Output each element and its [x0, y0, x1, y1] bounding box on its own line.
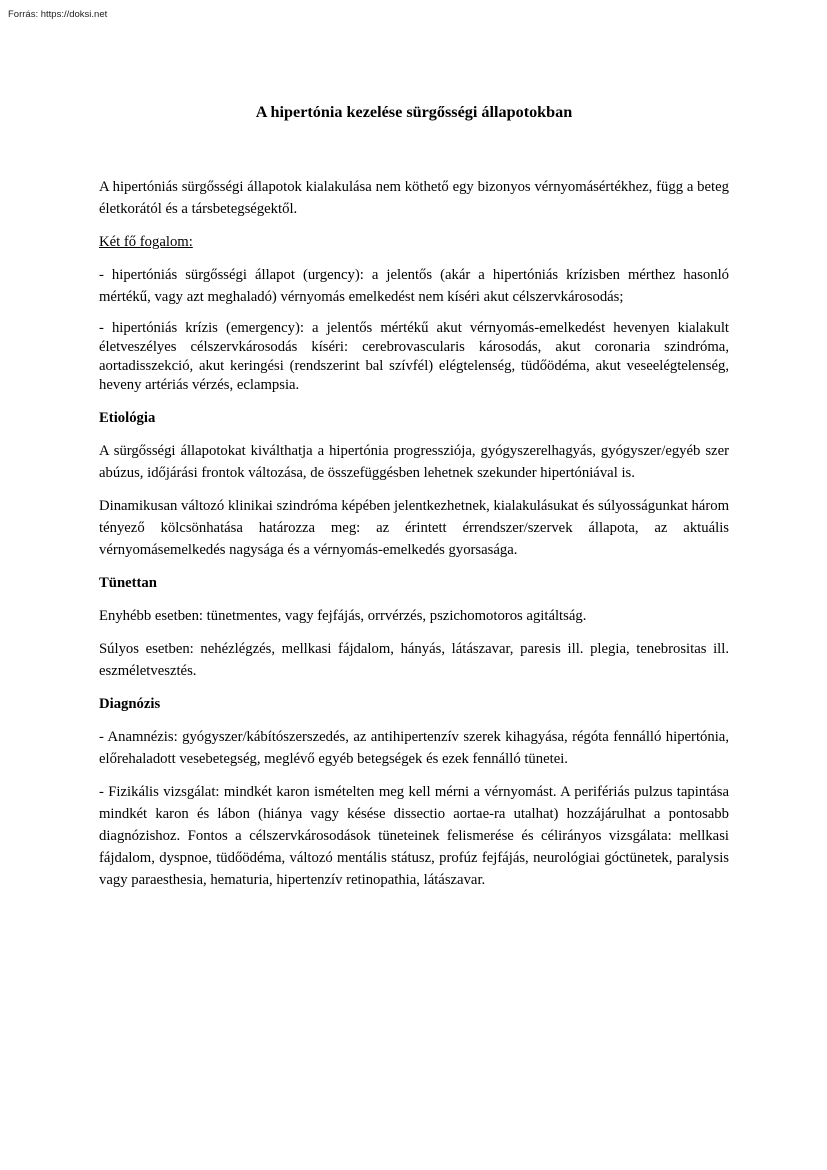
etiology-paragraph-2: Dinamikusan változó klinikai szindróma képében jelentkezhetnek, kialakulásukat és súlyosságunkat három tényező kölcsönhatása határozza meg: az érintett érrendszer/szervek állapota, az aktuális vérnyomásemelkedés nagysága és a vérnyomás-emelkedés gyorsasága.: [99, 498, 729, 558]
intro-paragraph: A hipertóniás sürgősségi állapotok kialakulása nem köthető egy bizonyos vérnyomásértékhez, függ a beteg életkorától és a társbetegségektől.: [99, 179, 729, 217]
document-body: [99, 176, 729, 891]
document-page: [99, 100, 729, 902]
etiology-heading: Etiológia: [99, 410, 156, 426]
source-label: Forrás: https://doksi.net: [8, 9, 108, 20]
symptoms-paragraph-2: Súlyos esetben: nehézlégzés, mellkasi fájdalom, hányás, látászavar, paresis ill. plegia, tenebrositas ill. eszméletvesztés.: [99, 641, 729, 679]
document-title: A hipertónia kezelése sürgősségi állapotokban: [255, 103, 573, 121]
diagnosis-heading: Diagnózis: [99, 696, 161, 712]
diagnosis-paragraph-1: - Anamnézis: gyógyszer/kábítószerszedés, az antihipertenzív szerek kihagyása, régóta fennálló hipertónia, előrehaladott vesebetegség, meglévő egyéb betegségek és ezek fennálló tünetei.: [99, 729, 729, 767]
emergency-paragraph: - hipertóniás krízis (emergency): a jelentős mértékű akut vérnyomás-emelkedést hevenyen kialakult életveszélyes célszervkárosodás kíséri: cerebrovascularis károsodás, akut coronaria szindróma, aortadisszekció, akut keringési (rendszerint bal szívfél) elégtelenség, tüdőödéma, akut veseelégtelenség, heveny artériás vérzés, eclampsia.: [99, 320, 729, 393]
concepts-heading: Két fő fogalom:: [99, 234, 193, 250]
symptoms-heading: Tünettan: [99, 575, 157, 591]
diagnosis-paragraph-2: - Fizikális vizsgálat: mindkét karon ismételten meg kell mérni a vérnyomást. A perifériás pulzus tapintása mindkét karon és lábon (hiánya vagy késése dissectio aortae-ra utalhat) hozzájárulhat a pontosabb diagnózishoz. Fontos a célszervkárosodások tüneteinek felismerése és célirányos vizsgálata: mellkasi fájdalom, dyspnoe, tüdőödéma, változó mentális státusz, profúz fejfájás, neurológiai góctünetek, paralysis vagy paraesthesia, hematuria, hipertenzív retinopathia, látászavar.: [99, 784, 729, 888]
etiology-paragraph-1: A sürgősségi állapotokat kiválthatja a hipertónia progressziója, gyógyszerelhagyás, gyógyszer/egyéb szer abúzus, időjárási frontok változása, de összefüggésben lehetnek szekunder hipertóniával is.: [99, 443, 729, 481]
symptoms-paragraph-1: Enyhébb esetben: tünetmentes, vagy fejfájás, orrvérzés, pszichomotoros agitáltság.: [99, 608, 587, 624]
urgency-paragraph: - hipertóniás sürgősségi állapot (urgency): a jelentős (akár a hipertóniás krízisben mérthez hasonló mértékű, vagy azt meghaladó) vérnyomás emelkedést nem kíséri akut célszervkárosodás;: [99, 267, 729, 305]
